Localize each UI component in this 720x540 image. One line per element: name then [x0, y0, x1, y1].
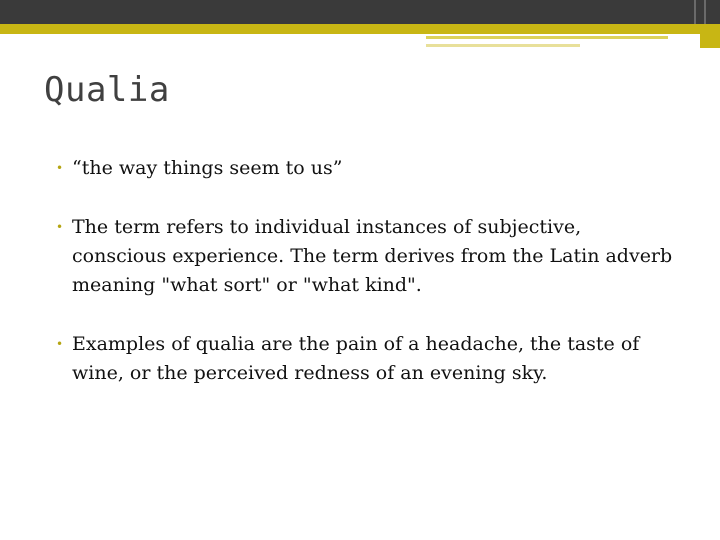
bullet-item	[56, 330, 676, 388]
accent-rule-long	[426, 36, 668, 39]
accent-rule-short	[426, 44, 580, 47]
slide-title: Qualia	[44, 70, 170, 110]
bullet-item	[56, 213, 676, 300]
bullet-item	[56, 154, 676, 183]
corner-accent-block	[700, 24, 720, 48]
bullet-icon: •	[56, 161, 64, 175]
bullet-icon: •	[56, 337, 64, 351]
header-divider-line	[704, 0, 706, 24]
bullet-list	[56, 154, 676, 388]
header-divider-line	[694, 0, 696, 24]
header-dark-band	[0, 0, 720, 24]
bullet-text: Examples of qualia are the pain of a headache, the taste of wine, or the perceived redness of an evening sky.	[72, 333, 640, 384]
header-accent-band	[0, 24, 720, 34]
bullet-text: “the way things seem to us”	[72, 157, 343, 179]
bullet-icon: •	[56, 220, 64, 234]
bullet-text: The term refers to individual instances of subjective, conscious experience. The term derives from the Latin adverb meaning "what sort" or "what kind".	[72, 216, 673, 296]
